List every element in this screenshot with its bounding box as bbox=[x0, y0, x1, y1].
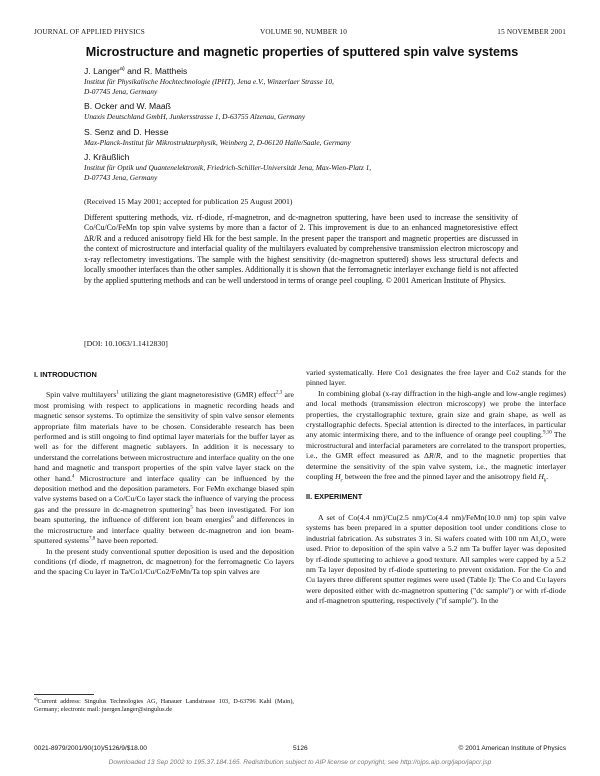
footnote-mark: a) bbox=[34, 695, 38, 701]
author-footnote-mark: a) bbox=[119, 66, 125, 73]
page-footer bbox=[34, 745, 566, 755]
abstract bbox=[84, 213, 518, 286]
affiliation: Max-Planck-Institut für Mikrostrukturphysik, Weinberg 2, D-06120 Halle/Saale, Germany bbox=[84, 137, 351, 147]
author-names: and R. Mattheis bbox=[124, 66, 188, 76]
footer-copyright: © 2001 American Institute of Physics bbox=[458, 745, 566, 752]
download-notice: Downloaded 13 Sep 2002 to 195.37.184.165. Redistribution subject to AIP license or copyright, see http://ojps.aip.org/japo/japcr.jsp bbox=[108, 759, 492, 766]
author-block bbox=[84, 127, 554, 148]
section-heading: I. INTRODUCTION bbox=[34, 370, 97, 379]
body-paragraph: In combining global (x-ray diffraction in the high-angle and low-angle regimes) and local methods (transmission electron microscopy) we probe the interface properties, the crystallographic texture, grain size and grain shape, as well as crystallographic defects. Special attention is directed to the interfaces, in particular any atomic intermixing there, and to the influence of orange peel coupling.$^{9,10}$ The microstructural and interfacial parameters are correlated to the transport properties, i.e., the GMR effect measured as ΔR/R, and to the magnetic properties that determine the sensitivity of the spin valve system, i.e., the magnetic interlayer coupling $H_c$ between the free and the pinned layer and the anisotropy field $H_k$. bbox=[306, 388, 566, 484]
author-block bbox=[84, 101, 554, 122]
affiliation: D-07745 Jena, Germany bbox=[84, 86, 158, 96]
author-block bbox=[84, 152, 554, 182]
journal-name: JOURNAL OF APPLIED PHYSICS bbox=[34, 28, 145, 36]
body-paragraph: Spin valve multilayers$^1$ utilizing the giant magnetoresistive (GMR) effect$^{2,3}$ are most promising with respect to applications in magnetic recording heads and magnetic sensor systems. To optimize the sensitivity of spin valve sensor elements appropriate film materials have to be chosen. Considerable research has been performed and is still ongoing to find optimal layer materials for the buffer layer as well as for the different magnetic sublayers. In addition it is necessary to understand the correlations between microstructure and interface quality on the one hand and magnetic and transport properties of the spin valve layer stack on the other hand.$^4$ Microstructure and interface quality can be influenced by the deposition method and the deposition parameters. For FeMn exchange biased spin valve systems based on a Co/Cu/Co layer stack the influence of varying the process gas and the pressure in dc-magnetron sputtering$^5$ has been investigated. For ion beam sputtering, the influence of different ion beam energies$^6$ and differences in the microstructure and interface quality between dc-magnetron and ion beam-sputtered systems$^{7,8}$ have been reported. bbox=[34, 390, 295, 546]
section-heading: II. EXPERIMENT bbox=[306, 492, 363, 502]
paper-title: Microstructure and magnetic properties of sputtered spin valve systems bbox=[85, 45, 519, 59]
article-code: 0021-8979/2001/90(10)/5126/9/$18.00 bbox=[34, 745, 147, 752]
affiliation: D-07743 Jena, Germany bbox=[84, 172, 158, 182]
author-names: J. Kräußlich bbox=[84, 152, 130, 163]
author-names: B. Ocker and W. Maaß bbox=[84, 101, 171, 112]
body-paragraph: varied systematically. Here Co1 designates the free layer and Co2 stands for the pinned layer. bbox=[306, 368, 566, 388]
right-column bbox=[306, 368, 566, 607]
copyright-notice: © 2001 American Institute of Physics. bbox=[385, 275, 506, 285]
page-number: 5126 bbox=[293, 745, 308, 752]
doi-link[interactable]: [DOI: 10.1063/1.1412830] bbox=[84, 339, 168, 348]
issue-date: 15 NOVEMBER 2001 bbox=[497, 28, 566, 36]
abstract-text: Different sputtering methods, viz. rf-diode, rf-magnetron, and dc-magnetron sputtering, have been used to increase the sensitivity of Co/Cu/Co/FeMn top spin valve systems by more than a factor of 2. This improvement is due to an enhanced magnetoresistive effect ΔR/R and a reduced anisotropy field Hk for the best sample. In the present paper the transport and magnetic properties are discussed in the context of microstructure and interfacial quality of the multilayers evaluated by comprehensive transmission electron microscopy and x-ray reflectometry investigations. The sample with the highest sensitivity (dc-magnetron sputtered) shows less structural defects and locally smoother interfaces than the other samples. Additionally it is shown that the ferromagnetic interlayer exchange field is not affected by the applied sputtering methods and can be well understood in terms of orange peel coupling. bbox=[84, 213, 518, 285]
left-column bbox=[34, 368, 294, 578]
footnote bbox=[34, 695, 294, 715]
footnote-rule bbox=[34, 694, 94, 695]
running-head bbox=[34, 28, 566, 40]
footnote-text: Current address: Singulus Technologies AG, Hanauer Landstrasse 103, D-63796 Kahl (Main), Germany; electronic mail: juergen.langer@singulus.de bbox=[34, 698, 294, 714]
affiliation: Institut für Optik und Quantenelektronik, Friedrich-Schiller-Universität Jena, Max-Wien-Platz 1, bbox=[84, 163, 372, 173]
author-names: S. Senz and D. Hesse bbox=[84, 126, 169, 137]
affiliation: Institut für Physikalische Hochtechnologie (IPHT), Jena e.V., Winzerlaer Strasse 10, bbox=[84, 77, 334, 86]
author-block bbox=[84, 66, 554, 96]
received-dates: (Received 15 May 2001; accepted for publication 25 August 2001) bbox=[84, 197, 293, 206]
body-paragraph: In the present study conventional sputter deposition is used and the deposition conditions (rf diode, rf magnetron, dc magnetron) for the ferromagnetic Co layers and the spacing Cu layer in Ta/Co1/Cu/Co2/FeMn/Ta top spin valves are bbox=[34, 546, 294, 577]
body-paragraph: A set of Co(4.4 nm)/Cu(2.5 nm)/Co(4.4 nm)/FeMn(10.0 nm) top spin valve systems has been prepared in a sputter deposition tool under conditions close to industrial fabrication. As substrates 3 in. Si wafers coated with 100 nm $Al_2O_3$ were used. Prior to deposition of the spin valve a 5.2 nm Ta buffer layer was deposited by rf-diode sputtering to achieve a good texture. All samples were capped by a 5.2 nm Ta layer deposited by rf-diode sputtering to prevent oxidation. For the Co and Cu layers three different sputter regimes were used (Table I): The Co and Cu layers were deposited either with dc-magnetron sputtering ("dc sample") or with rf-diode and rf-magnetron sputtering, respectively ("rf sample"). In the bbox=[306, 512, 566, 606]
author-list bbox=[84, 66, 554, 188]
volume-number: VOLUME 90, NUMBER 10 bbox=[260, 28, 348, 36]
affiliation: Unaxis Deutschland GmbH, Junkersstrasse 1, D-63755 Alzenau, Germany bbox=[84, 112, 306, 122]
author-names: J. Langer bbox=[84, 66, 120, 76]
